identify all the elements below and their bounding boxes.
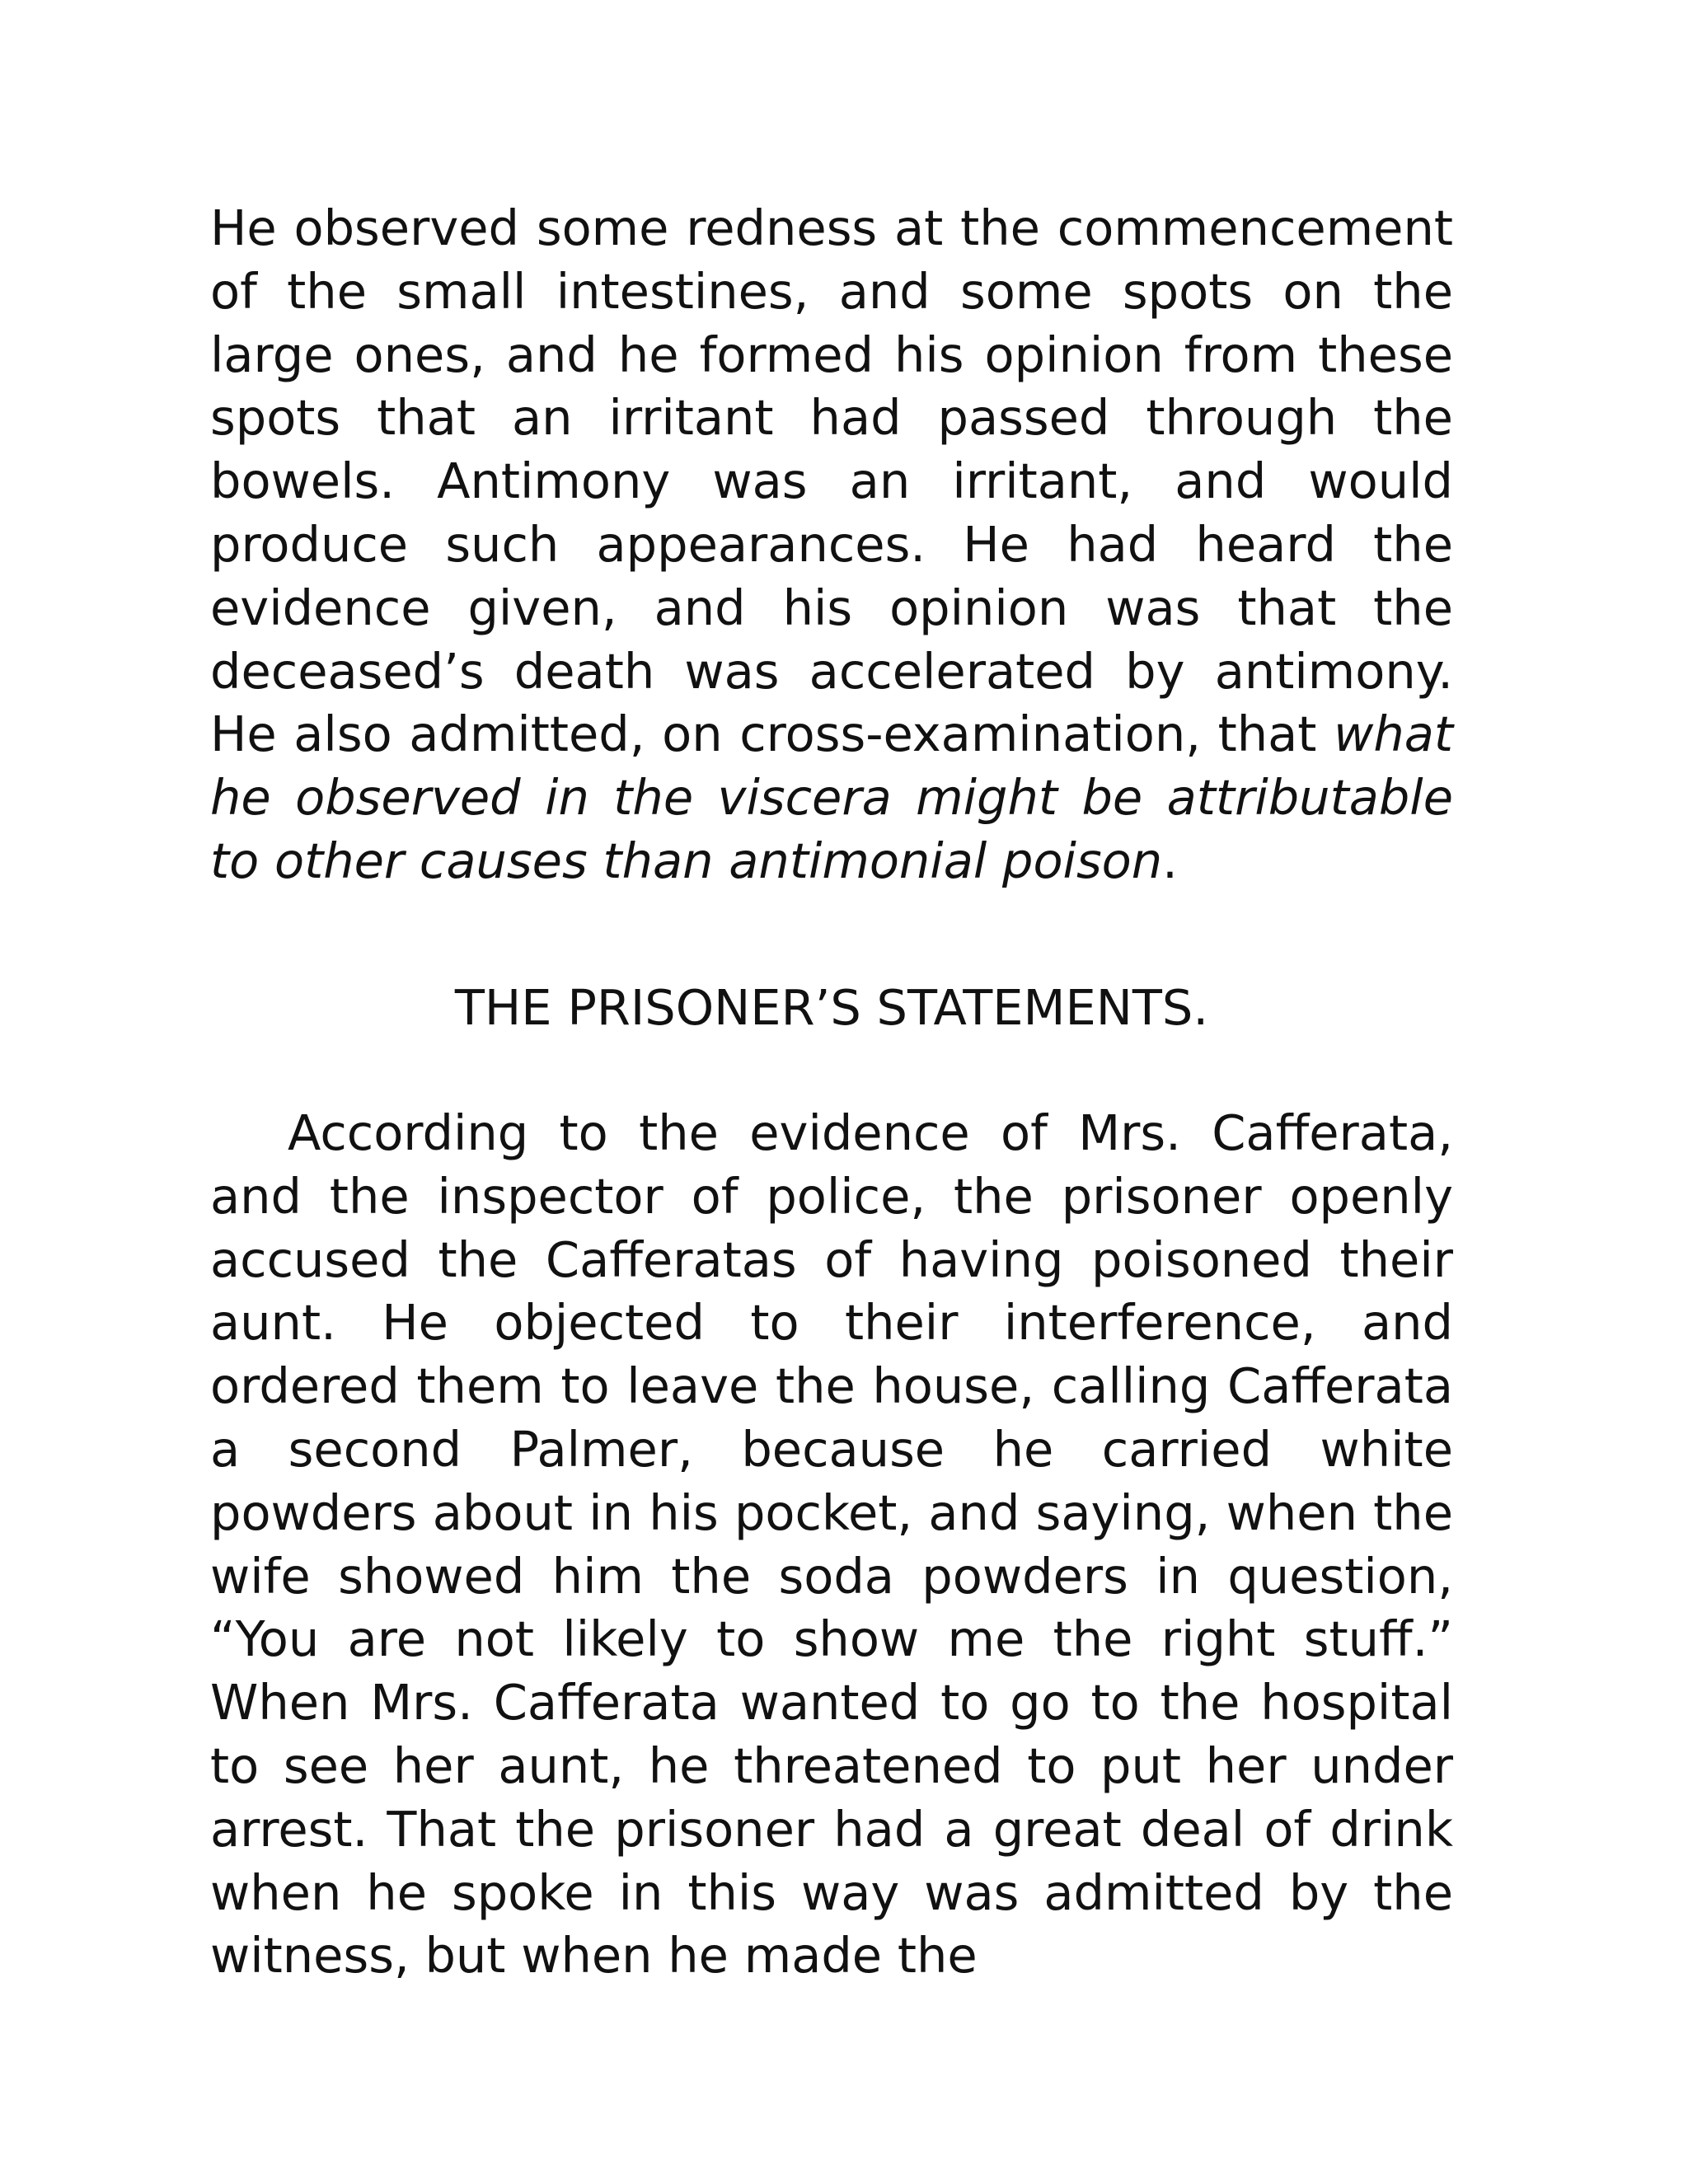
- paragraph-prisoner-statements: According to the evidence of Mrs. Cafferata, and the inspector of police, the prisoner openly accused the Cafferatas of having poisoned their aunt. He objected to their interference, and ordered them to leave the house, calling Cafferata a second Palmer, because he carried white powders about in his pocket, and saying, when the wife showed him the soda powders in question, “You are not likely to show me the right stuff.” When Mrs. Cafferata wanted to go to the hospital to see her aunt, he threatened to put her under arrest. That the prisoner had a great deal of drink when he spoke in this way was admitted by the witness, but when he made the: [210, 1104, 1453, 1985]
- paragraph-end: .: [1162, 832, 1178, 889]
- paragraph-text: He observed some redness at the commencement of the small intestines, and some spots on the large ones, and he formed his opinion from these spots that an irritant had passed through the bowels. Antimony was an irritant, and would produce such appearances. He had heard the evidence given, and his opinion was that the deceased’s death was accelerated by antimony. He also admitted, on cross-examination, that: [210, 199, 1453, 763]
- section-heading: THE PRISONER’S STATEMENTS.: [454, 979, 1209, 1036]
- italic-emphasis: what he observed in the viscera might be attributable to other causes than antimonial poison: [210, 705, 1453, 889]
- paragraph-medical-evidence: [210, 197, 1453, 893]
